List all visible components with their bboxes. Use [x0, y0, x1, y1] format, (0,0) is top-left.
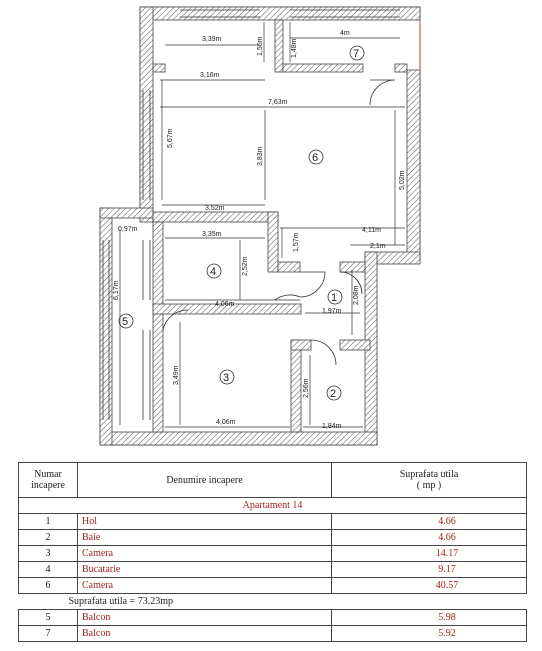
- table-header-row: [19, 463, 527, 498]
- dim-label: 1,48m: [291, 38, 298, 58]
- room-area-cell: 9.17: [332, 562, 527, 578]
- table-row: [19, 562, 527, 578]
- dim-label: 4m: [340, 30, 350, 37]
- dim-label: 3,49m: [173, 365, 180, 385]
- header-number: Numar incapere: [19, 463, 78, 498]
- table-row: [19, 578, 527, 594]
- room-number-cell: 4: [19, 562, 78, 578]
- room-number-cell: 2: [19, 530, 78, 546]
- header-area-line2: ( mp ): [416, 480, 442, 491]
- dim-label: 1,56m: [257, 36, 264, 56]
- dim-label: 2,52m: [242, 256, 249, 276]
- room-3-number: 3: [223, 372, 230, 384]
- room-area-cell: 5.92: [332, 626, 527, 642]
- dim-label: 3,39m: [202, 36, 222, 43]
- room-number-cell: 7: [19, 626, 78, 642]
- dim-label: 6,17m: [113, 280, 120, 300]
- dim-label: 1,84m: [322, 423, 342, 430]
- room-area-cell: 4.66: [332, 514, 527, 530]
- dim-label: 7,63m: [268, 99, 288, 106]
- room-number-cell: 1: [19, 514, 78, 530]
- dim-label: 1,57m: [293, 232, 300, 252]
- room-4-number: 4: [210, 266, 217, 278]
- room-rows: [19, 514, 527, 594]
- dim-label: 4,11m: [362, 227, 381, 234]
- total-area: Suprafata utila = 73.23mp: [19, 594, 527, 610]
- dim-label: 3,16m: [200, 72, 220, 79]
- dim-label: 0,97m: [118, 226, 138, 233]
- room-number-cell: 6: [19, 578, 78, 594]
- dim-label: 2,56m: [303, 378, 310, 398]
- dim-label: 1,97m: [322, 308, 342, 315]
- dim-label: 2,08m: [353, 285, 360, 305]
- dim-label: 5,67m: [167, 128, 174, 148]
- room-2-number: 2: [330, 388, 337, 400]
- room-area-cell: 14.17: [332, 546, 527, 562]
- room-name-cell: Balcon: [78, 626, 332, 642]
- table-row: [19, 626, 527, 642]
- header-name: Denumire incapere: [78, 463, 332, 498]
- room-name-cell: Baie: [78, 530, 332, 546]
- room-name-cell: Bucatarie: [78, 562, 332, 578]
- room-area-cell: 5.98: [332, 610, 527, 626]
- exterior-walls: [100, 7, 420, 445]
- dim-label: 3,52m: [205, 205, 225, 212]
- room-1-number: 1: [331, 292, 338, 304]
- table-row: [19, 530, 527, 546]
- dim-label: 5,02m: [399, 170, 406, 190]
- room-name-cell: Camera: [78, 578, 332, 594]
- doors: [163, 80, 395, 365]
- balcony-rows: [19, 610, 527, 642]
- apartment-row: [19, 498, 527, 514]
- total-row: [19, 594, 527, 610]
- room-7-number: 7: [353, 48, 360, 60]
- dim-label: 2,1m: [370, 243, 386, 250]
- room-number-cell: 3: [19, 546, 78, 562]
- room-5-number: 5: [122, 316, 129, 328]
- room-number-cell: 5: [19, 610, 78, 626]
- header-area-line1: Suprafata utila: [399, 469, 459, 480]
- room-name-cell: Camera: [78, 546, 332, 562]
- dim-label: 4,06m: [215, 301, 235, 308]
- table-row: [19, 546, 527, 562]
- table-row: [19, 610, 527, 626]
- room-area-table: [18, 462, 527, 642]
- room-area-cell: 4.66: [332, 530, 527, 546]
- dim-label: 4,06m: [216, 419, 236, 426]
- room-area-cell: 40.57: [332, 578, 527, 594]
- table-row: [19, 514, 527, 530]
- dim-label: 3,35m: [202, 231, 222, 238]
- room-name-cell: Balcon: [78, 610, 332, 626]
- room-name-cell: Hol: [78, 514, 332, 530]
- dim-label: 3,83m: [257, 146, 264, 166]
- room-6-number: 6: [312, 152, 319, 164]
- balcony-7-walls: [153, 20, 407, 72]
- apartment-title: Apartament 14: [19, 498, 527, 514]
- header-area: [332, 463, 527, 498]
